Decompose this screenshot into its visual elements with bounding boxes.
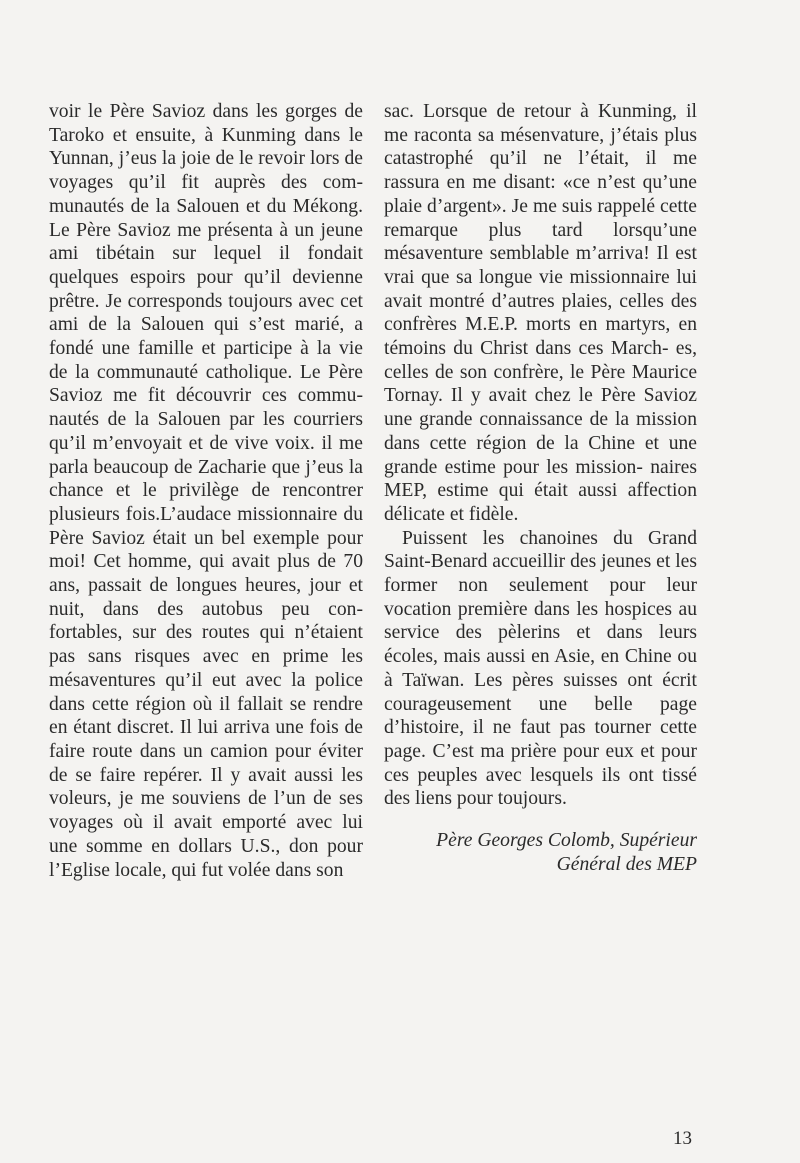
text-line: Savioz me fit découvrir ces commu- <box>49 385 363 407</box>
text-line: l’Eglise locale, qui fut volée dans son <box>49 859 344 881</box>
text-line: quelques espoirs pour qu’il devienne <box>49 266 363 288</box>
text-line: pour moi! Cet homme, qui avait plus <box>49 527 363 573</box>
text-line: dans cette région où il fallait se rendre <box>49 693 363 715</box>
text-line: de voyages qu’il fit auprès des com- <box>49 148 363 194</box>
text-line: écrit courageusement une belle page <box>384 669 697 715</box>
text-line: fortables, sur des routes qui n’étaient <box>49 622 363 644</box>
text-line: ami tibétain sur lequel il fondait <box>49 243 363 265</box>
text-line: Maurice Tornay. Il y avait chez le Père <box>384 361 698 407</box>
text-line: en étant discret. Il lui arriva une fois de <box>49 717 363 739</box>
text-line: au service des pèlerins et dans leurs <box>384 598 697 644</box>
text-line: Saint-Benard accueillir des jeunes et <box>384 551 671 573</box>
signature <box>384 829 697 876</box>
text-line: rassura en me disant: «ce n’est qu’une <box>384 172 697 194</box>
text-line: jour et nuit, dans des autobus peu con- <box>49 575 363 620</box>
text-line: une somme en dollars U.S., don pour <box>49 835 363 857</box>
text-line: cet ami de la Salouen qui s’est marié, a <box>49 290 363 336</box>
text-line: parla beaucoup de Zacharie que j’eus <box>49 456 344 478</box>
text-line: lui avait montré d’autres plaies, celles <box>384 266 697 312</box>
text-line: voir le Père Savioz dans les gorges de <box>49 101 363 122</box>
text-line: sac. Lorsque de retour à Kunming, il <box>384 101 697 122</box>
text-line: Le Père Savioz me présenta à un jeune <box>49 219 363 241</box>
text-line: munautés de la Salouen et du Mékong. <box>49 195 363 217</box>
text-line: cette remarque plus tard lorsqu’une <box>384 195 697 241</box>
text-line: de la communauté catholique. Le Père <box>49 361 363 383</box>
signature-line-2: Général des MEP <box>556 853 697 875</box>
text-line: me raconta sa mésenvature, j’étais <box>384 124 659 146</box>
text-line: en témoins du Christ dans ces March- <box>384 314 697 360</box>
text-line: es, celles de son confrère, le Père <box>384 338 697 383</box>
text-line: et une grande estime pour les mission- <box>384 432 697 478</box>
text-line: Yunnan, j’eus la joie de le revoir lors <box>49 148 340 170</box>
text-line: écoles, mais aussi en Asie, en Chine <box>384 646 672 668</box>
text-line: des confrères M.E.P. morts en martyrs, <box>384 290 697 336</box>
right-paragraph-1 <box>384 100 697 527</box>
page-number: 13 <box>673 1128 692 1149</box>
text-line: est vrai que sa longue vie missionnaire <box>384 243 697 288</box>
signature-line-1: Père Georges Colomb, Supérieur <box>436 830 697 852</box>
text-line: nautés de la Salouen par les courriers <box>49 409 363 431</box>
text-line: la chance et le privilège de rencontrer <box>49 456 363 502</box>
text-line: plus catastrophé qu’il ne l’était, il me <box>384 124 697 170</box>
text-line: mésaventures qu’il eut avec la police <box>49 669 363 691</box>
right-column <box>384 100 697 877</box>
left-paragraph <box>49 100 363 882</box>
text-line: ou à Taïwan. Les pères suisses ont <box>384 646 697 691</box>
left-column <box>49 100 363 882</box>
text-line: page. C’est ma prière pour eux et pour <box>384 740 697 762</box>
text-line: Taroko et ensuite, à Kunming dans le <box>49 124 363 146</box>
text-line: voleurs, je me souviens de l’un de ses <box>49 788 363 810</box>
text-line: mésaventure semblable m’arriva! Il <box>384 243 669 265</box>
text-line: des liens pour toujours. <box>384 788 567 810</box>
text-line: prêtre. Je corresponds toujours avec <box>49 290 335 312</box>
text-line: du Père Savioz était un bel exemple <box>49 503 363 549</box>
text-line: Puissent les chanoines du Grand <box>402 527 697 549</box>
text-line: faire route dans un camion pour éviter <box>49 740 363 762</box>
text-line: plusieurs fois.L’audace missionnaire <box>49 503 338 525</box>
text-line: plaie d’argent». Je me suis rappelé <box>384 195 656 217</box>
text-line: ces peuples avec lesquels ils ont tissé <box>384 764 697 786</box>
text-line: Savioz une grande connaissance de la <box>384 385 697 431</box>
text-line: vocation première dans les hospices <box>384 598 673 620</box>
text-line: affection délicate et fidèle. <box>384 480 697 525</box>
text-line: voyages où il avait emporté avec lui <box>49 812 363 834</box>
text-line: d’histoire, il ne faut pas tourner cette <box>384 717 697 739</box>
text-line: de se faire repérer. Il y avait aussi les <box>49 764 363 786</box>
text-line: fondé une famille et participe à la vie <box>49 338 363 360</box>
right-paragraph-2 <box>384 527 697 811</box>
text-line: les former non seulement pour leur <box>384 551 697 597</box>
text-line: de 70 ans, passait de longues heures, <box>49 551 363 597</box>
text-line: mission dans cette région de la Chine <box>384 409 697 454</box>
text-line: pas sans risques avec en prime les <box>49 646 363 668</box>
text-line: naires MEP, estime qui était aussi <box>384 456 697 502</box>
text-line: qu’il m’envoyait et de vive voix. il me <box>49 432 363 454</box>
